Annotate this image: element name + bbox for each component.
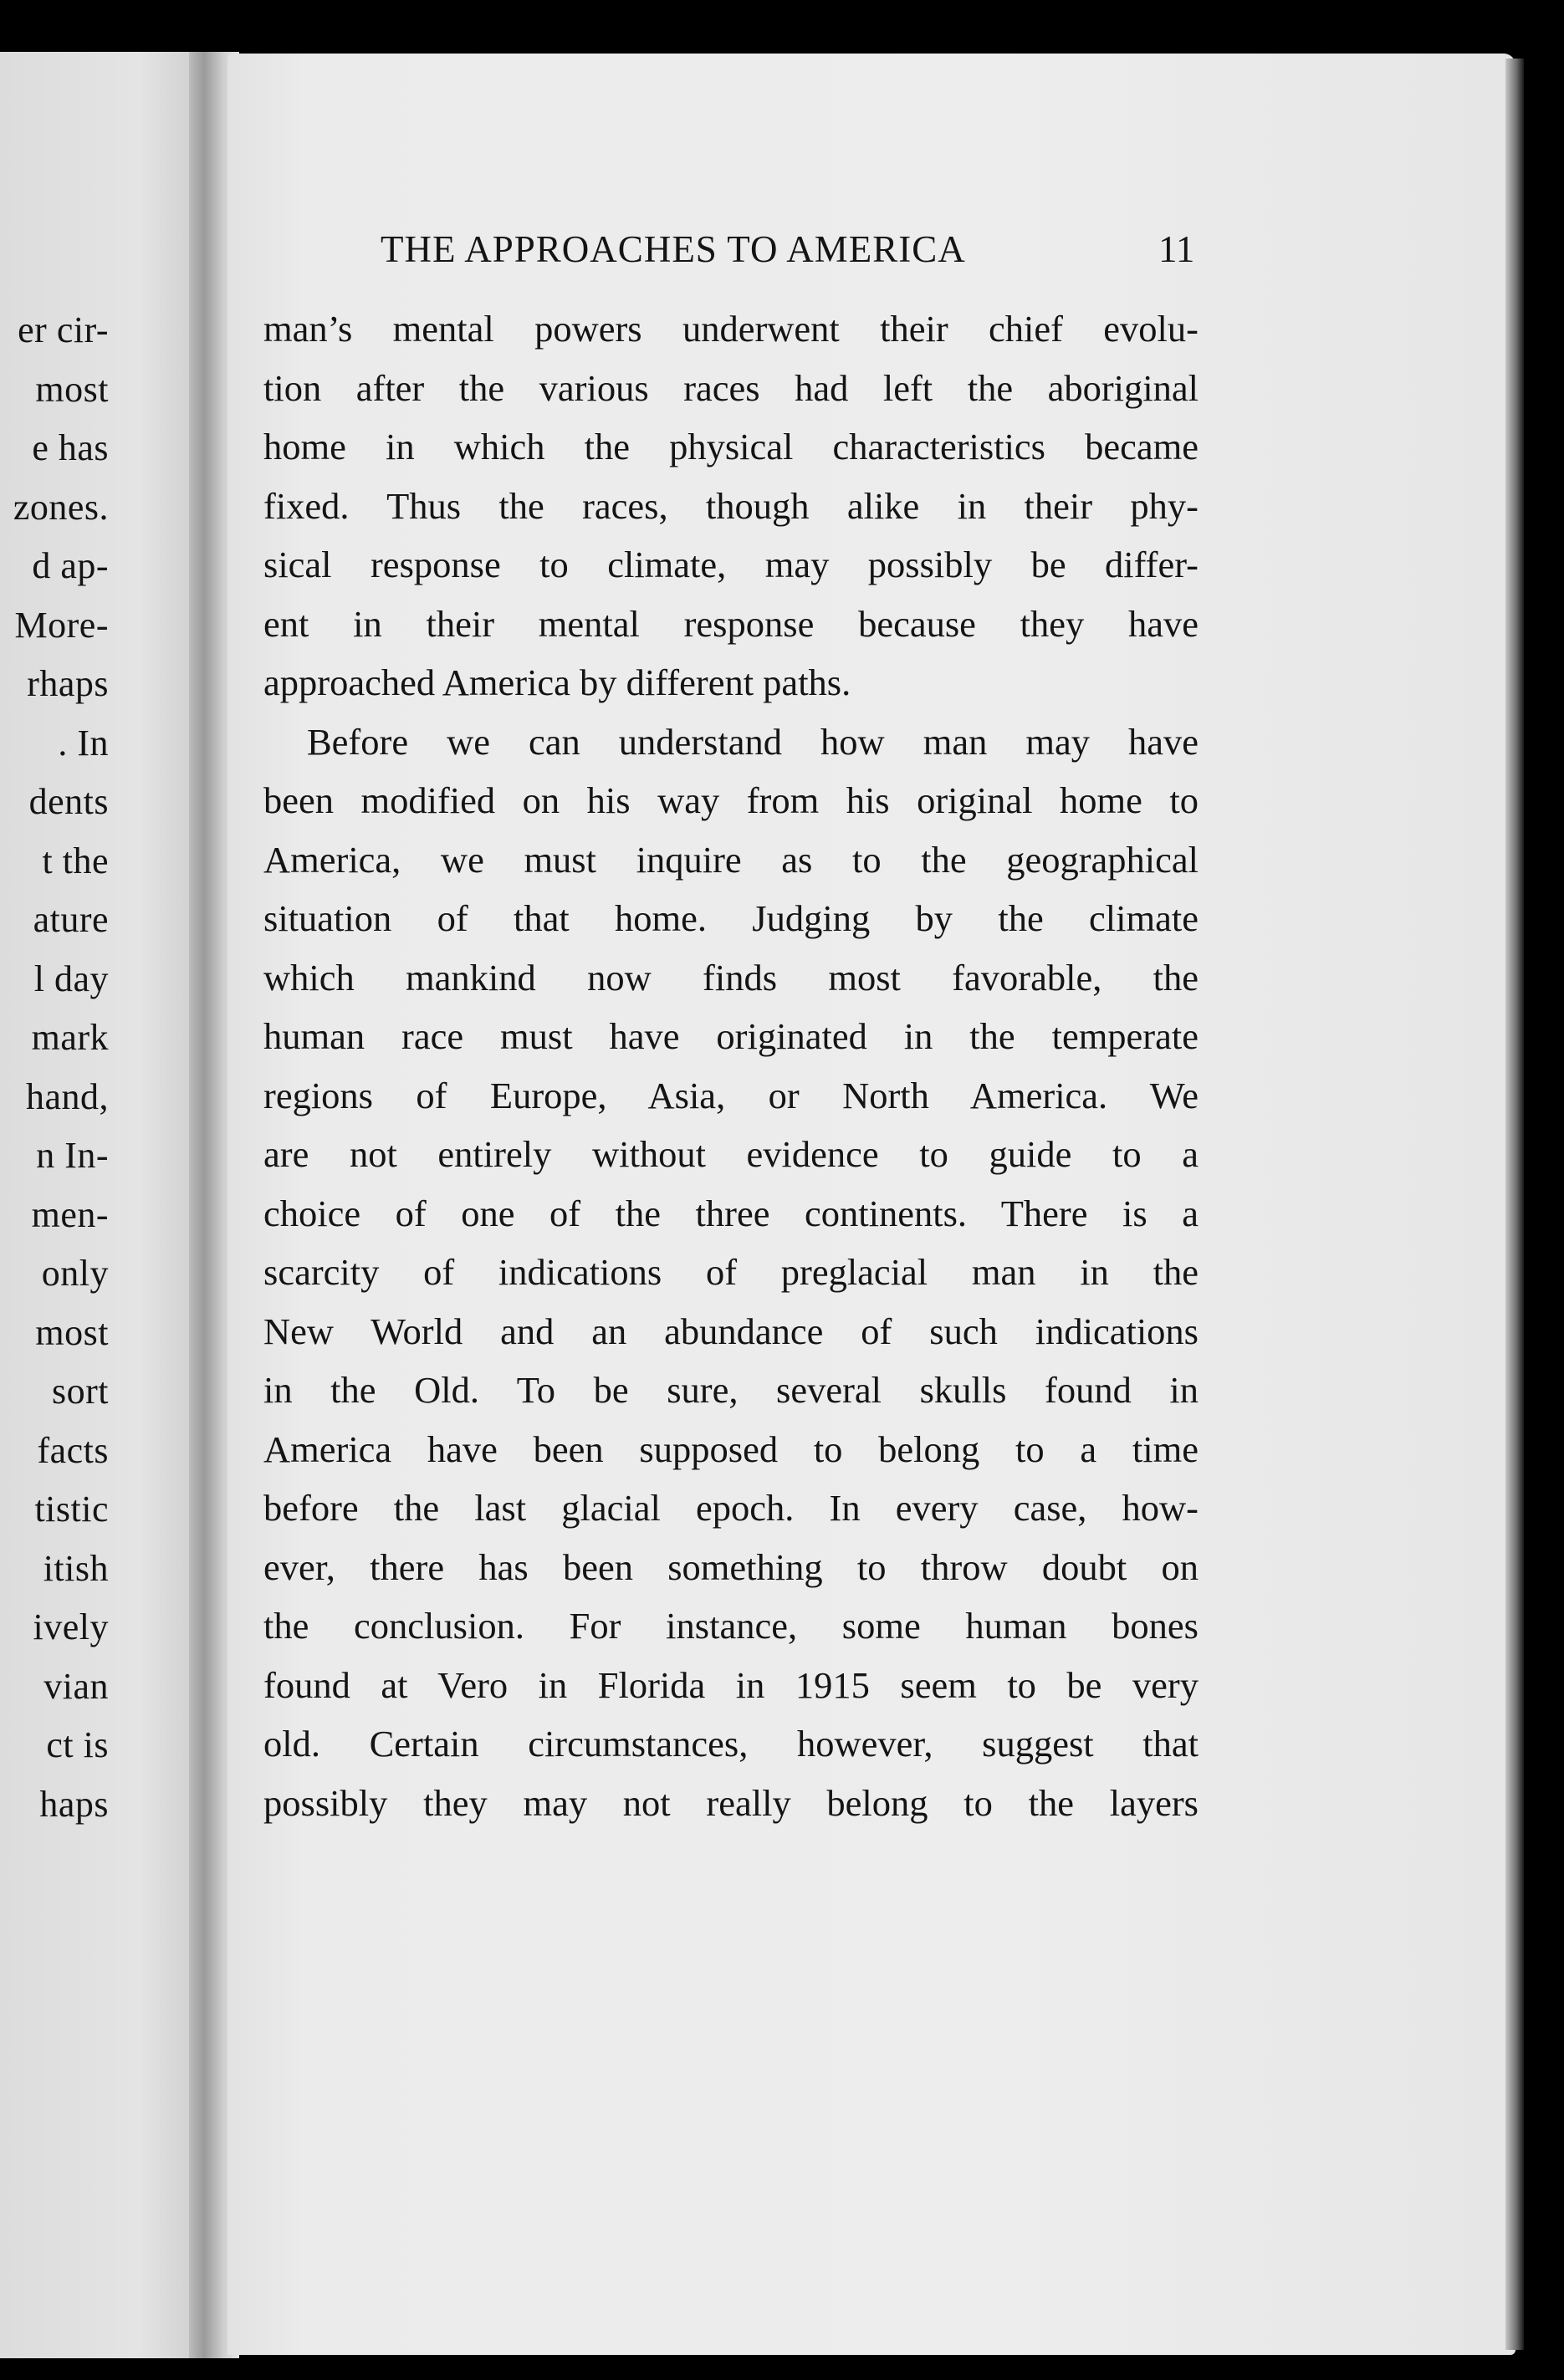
body-line: ent in their mental response because they have — [263, 602, 1199, 645]
left-page-line: sort — [52, 1371, 109, 1412]
left-page-line: ature — [33, 899, 109, 940]
left-page-line: men- — [31, 1193, 109, 1235]
left-page-line: dents — [28, 781, 109, 822]
left-page-line: n In- — [36, 1135, 109, 1176]
body-line: are not entirely without evidence to guide to a — [263, 1133, 1199, 1175]
body-line: scarcity of indications of preglacial man in the — [263, 1251, 1199, 1293]
body-line: the conclusion. For instance, some human bones — [263, 1605, 1199, 1647]
body-line: which mankind now finds most favorable, the — [263, 956, 1199, 998]
body-line: possibly they may not really belong to the layers — [263, 1781, 1199, 1824]
left-page-line: most — [35, 1311, 109, 1353]
body-line: man’s mental powers underwent their chief evolu- — [263, 308, 1199, 350]
body-line: been modified on his way from his original home to — [263, 779, 1199, 821]
left-page-line: er cir- — [18, 309, 109, 350]
left-page-text-fragments — [0, 301, 117, 1857]
left-page-line: tistic — [34, 1489, 109, 1530]
left-page-line: facts — [37, 1429, 109, 1471]
running-head — [381, 224, 1200, 283]
body-line: regions of Europe, Asia, or North America. We — [263, 1074, 1199, 1116]
body-line: America have been supposed to belong to a time — [263, 1427, 1199, 1470]
left-page-line: ct is — [46, 1724, 109, 1765]
body-line: approached America by different paths. — [263, 661, 851, 703]
body-line: sical response to climate, may possibly be differ- — [263, 544, 1199, 585]
left-page-line: itish — [43, 1547, 109, 1589]
body-line: before the last glacial epoch. In every case, how- — [263, 1487, 1199, 1529]
body-line: in the Old. To be sure, several skulls found in — [263, 1369, 1199, 1411]
body-line: New World and an abundance of such indications — [263, 1310, 1199, 1352]
left-page-line: d ap- — [32, 545, 109, 586]
left-page-line: l day — [33, 958, 109, 999]
left-page-line: vian — [43, 1665, 109, 1707]
left-page-line: ively — [33, 1606, 109, 1647]
body-line: fixed. Thus the races, though alike in their phy- — [263, 484, 1199, 527]
page-edge — [1505, 59, 1524, 2350]
body-line: America, we must inquire as to the geographical — [263, 838, 1199, 881]
body-line: human race must have originated in the temperate — [263, 1015, 1199, 1057]
body-text — [263, 299, 1199, 1832]
body-line: home in which the physical characteristics became — [263, 426, 1199, 467]
left-page-line: haps — [39, 1783, 109, 1825]
body-line: old. Certain circumstances, however, suggest that — [263, 1723, 1199, 1765]
left-page-line: hand, — [25, 1075, 109, 1117]
left-page-line: e has — [32, 427, 109, 468]
body-line: found at Vero in Florida in 1915 seem to be very — [263, 1663, 1199, 1706]
left-page-line: rhaps — [27, 663, 109, 704]
left-page-line: only — [41, 1253, 109, 1294]
body-line: choice of one of the three continents. There is a — [263, 1192, 1199, 1234]
left-page-line: most — [35, 368, 109, 410]
body-line: situation of that home. Judging by the climate — [263, 897, 1199, 939]
left-page-line: t the — [42, 840, 109, 881]
body-line: ever, there has been something to throw doubt on — [263, 1545, 1199, 1588]
page-number: 11 — [1158, 228, 1195, 270]
body-line: tion after the various races had left the aboriginal — [263, 366, 1199, 409]
running-head-title: THE APPROACHES TO AMERICA — [381, 228, 966, 270]
body-line: Before we can understand how man may have — [307, 720, 1199, 763]
left-page-line: zones. — [13, 486, 109, 528]
left-page-line: mark — [31, 1017, 109, 1058]
left-page-line: . In — [58, 722, 109, 764]
left-page-line: More- — [14, 604, 109, 646]
